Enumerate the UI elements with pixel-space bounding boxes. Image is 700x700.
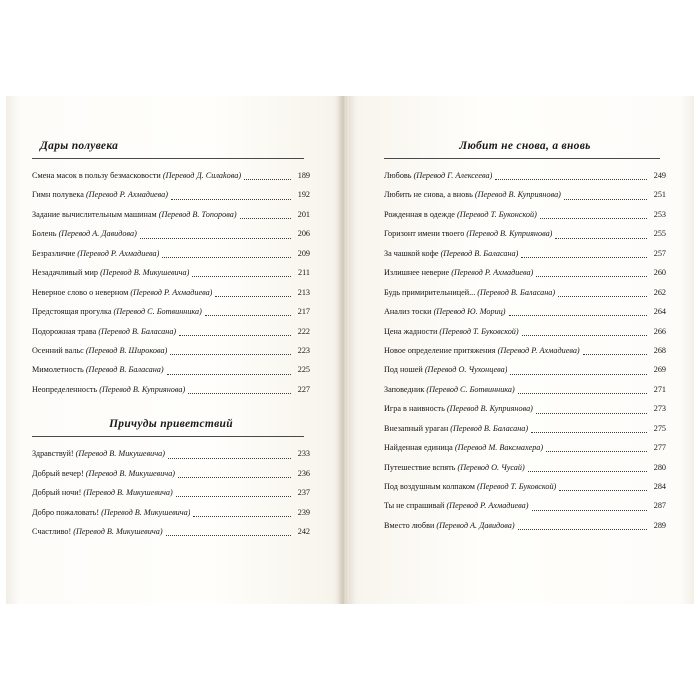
toc-entry-text — [384, 249, 518, 259]
toc-entry-title: Неверное слово о неверном — [32, 287, 129, 297]
toc-entry-text — [384, 288, 555, 298]
toc-entry-text — [32, 449, 165, 459]
toc-entry[interactable] — [384, 249, 666, 259]
toc-entry-page: 227 — [297, 384, 310, 394]
toc-entry-page: 271 — [653, 384, 666, 394]
toc-entry[interactable] — [384, 404, 666, 414]
toc-entry-text — [384, 404, 533, 414]
toc-entry-title: Болень — [32, 229, 57, 239]
toc-entry-title: Анализ тоски — [384, 307, 432, 317]
toc-entry-page: 242 — [297, 527, 310, 536]
toc-entry-text — [384, 385, 515, 395]
toc-entry-title: Любить не снова, а вновь — [384, 190, 473, 200]
toc-entry-translator: (Перевод В. Куприянова) — [466, 229, 553, 239]
toc-entry-text — [32, 508, 190, 518]
toc-entry-translator: (Перевод Р. Ахмадиева) — [451, 268, 534, 278]
leader-dots — [162, 251, 291, 258]
leader-dots — [536, 270, 647, 277]
toc-entry-page: 269 — [653, 365, 666, 375]
toc-entry-translator: (Перевод В. Куприянова) — [474, 190, 561, 200]
section-rule — [32, 158, 304, 159]
toc-entry[interactable] — [32, 171, 310, 181]
toc-entry-text — [32, 171, 241, 181]
leader-dots — [546, 445, 647, 452]
left-page-column — [32, 140, 310, 546]
toc-entry-title: Заповедник — [384, 384, 425, 394]
toc-entry-page: 206 — [297, 229, 310, 239]
toc-entry-title: Ты не спрашивай — [384, 501, 445, 511]
toc-entry-text — [32, 365, 164, 375]
toc-entry-translator: (Перевод Р. Ахмадиева) — [77, 248, 160, 258]
toc-entry-title: Любовь — [384, 171, 412, 180]
leader-dots — [509, 309, 647, 316]
toc-entry-title: Добро пожаловать! — [32, 507, 100, 517]
toc-entry-page: 280 — [653, 462, 666, 472]
toc-list-dary-poluveka — [32, 171, 310, 395]
toc-entry[interactable] — [32, 449, 310, 459]
toc-entry-page: 217 — [297, 307, 310, 317]
toc-entry-text — [384, 521, 515, 531]
toc-entry-title: Незадачливый мир — [32, 268, 99, 278]
toc-entry[interactable] — [384, 190, 666, 200]
toc-entry-title: Рожденная в одежде — [384, 209, 455, 219]
leader-dots — [244, 173, 291, 180]
toc-entry-translator: (Перевод О. Чусай) — [457, 462, 525, 472]
toc-entry-page: 249 — [653, 171, 666, 180]
toc-entry-title: Игра в наивность — [384, 404, 445, 414]
left-page-content — [6, 0, 344, 700]
toc-entry-text — [384, 501, 529, 511]
leader-dots — [559, 484, 647, 491]
toc-entry[interactable] — [384, 327, 666, 337]
toc-entry[interactable] — [384, 482, 666, 492]
toc-entry[interactable] — [384, 424, 666, 434]
toc-entry-translator: (Перевод В. Микушевича) — [83, 488, 173, 498]
toc-entry-page: 209 — [297, 248, 310, 258]
toc-entry-text — [384, 268, 533, 278]
toc-list-lyubit-ne-snova-a-vnov — [384, 171, 666, 531]
toc-entry-translator: (Перевод О. Чухонцева) — [424, 365, 508, 375]
toc-entry-page: 222 — [297, 326, 310, 336]
toc-entry-text — [32, 249, 159, 259]
toc-entry-translator: (Перевод В. Микушевича) — [101, 507, 191, 517]
toc-entry-translator: (Перевод В. Топорова) — [158, 209, 237, 219]
toc-entry-title: Осенний вальс — [32, 345, 84, 355]
toc-entry-text — [384, 190, 561, 200]
toc-entry-page: 277 — [653, 443, 666, 453]
toc-entry-text — [32, 346, 167, 356]
toc-entry-translator: (Перевод В. Баласана) — [477, 287, 556, 297]
leader-dots — [531, 426, 647, 433]
toc-entry-title: Счастливо! — [32, 527, 72, 536]
toc-entry-page: 273 — [653, 404, 666, 414]
toc-entry-page: 268 — [653, 345, 666, 355]
toc-entry-title: Горизонт имени твоего — [384, 229, 465, 239]
toc-entry-translator: (Перевод А. Давидова) — [436, 520, 515, 530]
toc-entry-page: 287 — [653, 501, 666, 511]
toc-entry-translator: (Перевод В. Микушевича) — [73, 527, 163, 536]
toc-entry-text — [384, 463, 525, 473]
toc-entry-title: Вместо любви — [384, 520, 435, 530]
leader-dots — [583, 348, 647, 355]
leader-dots — [555, 232, 647, 239]
toc-entry-translator: (Перевод В. Микушевича) — [75, 449, 165, 459]
toc-entry-text — [32, 527, 163, 537]
toc-entry[interactable] — [384, 346, 666, 356]
toc-entry-title: Предстоящая прогулка — [32, 307, 112, 317]
leader-dots — [495, 173, 647, 180]
toc-entry-translator: (Перевод С. Ботвинника) — [113, 307, 202, 317]
toc-entry[interactable] — [384, 171, 666, 181]
toc-entry-text — [32, 469, 175, 479]
leader-dots — [240, 212, 291, 219]
toc-entry-title: Мимолетность — [32, 365, 84, 375]
toc-entry-title: Путешествие вспять — [384, 462, 456, 472]
toc-entry-text — [384, 482, 556, 492]
leader-dots — [167, 368, 291, 375]
leader-dots — [518, 523, 647, 530]
leader-dots — [168, 452, 291, 459]
toc-entry-title: Неопределенность — [32, 384, 98, 394]
toc-entry[interactable] — [384, 443, 666, 453]
toc-entry[interactable] — [32, 307, 310, 317]
toc-entry-text — [384, 346, 580, 356]
toc-entry-title: Под воздушным колпаком — [384, 482, 475, 491]
toc-entry[interactable] — [384, 288, 666, 298]
toc-entry-page: 236 — [297, 468, 310, 478]
toc-entry-text — [32, 190, 168, 200]
toc-entry-text — [384, 443, 543, 453]
toc-entry-text — [384, 424, 528, 434]
toc-entry-translator: (Перевод Т. Буконской) — [456, 209, 537, 219]
toc-entry-translator: (Перевод Д. Силakoвa) — [162, 171, 242, 180]
leader-dots — [188, 387, 291, 394]
leader-dots — [518, 387, 647, 394]
toc-entry-text — [384, 171, 492, 181]
toc-entry-text — [384, 210, 537, 220]
toc-entry-translator: (Перевод Г. Алексеева) — [413, 171, 493, 180]
toc-entry-text — [384, 307, 506, 317]
leader-dots — [166, 529, 291, 536]
toc-entry-page: 239 — [297, 507, 310, 517]
toc-entry-page: 284 — [653, 482, 666, 491]
toc-entry[interactable] — [384, 365, 666, 375]
toc-entry-page: 257 — [653, 248, 666, 258]
toc-entry[interactable] — [32, 327, 310, 337]
toc-entry[interactable] — [32, 229, 310, 239]
toc-entry-translator: (Перевод В. Микушевича) — [85, 468, 176, 478]
toc-entry-text — [32, 327, 176, 337]
toc-entry-text — [384, 365, 507, 375]
leader-dots — [170, 348, 291, 355]
toc-entry-page: 253 — [653, 209, 666, 219]
toc-entry-text — [32, 385, 185, 395]
toc-entry-page: 211 — [298, 268, 310, 278]
leader-dots — [205, 309, 291, 316]
toc-entry-page: 275 — [653, 423, 666, 433]
toc-entry-page: 251 — [653, 190, 666, 200]
toc-entry[interactable] — [32, 210, 310, 220]
toc-entry[interactable] — [32, 249, 310, 259]
bottom-margin-mask — [0, 604, 700, 700]
toc-entry[interactable] — [32, 365, 310, 375]
toc-entry-title: Добрый вечер! — [32, 468, 84, 478]
toc-entry[interactable] — [384, 463, 666, 473]
toc-entry[interactable] — [32, 508, 310, 518]
leader-dots — [215, 290, 291, 297]
toc-entry[interactable] — [32, 346, 310, 356]
leader-dots — [510, 368, 647, 375]
leader-dots — [140, 232, 291, 239]
toc-entry-title: Подорожная трава — [32, 326, 97, 336]
toc-entry-translator: (Перевод М. Ваксмахера) — [454, 443, 544, 453]
section-rule — [384, 158, 660, 159]
toc-entry-page: 213 — [297, 287, 310, 297]
toc-entry-page: 192 — [297, 190, 310, 200]
toc-entry-translator: (Перевод В. Куприянова) — [99, 384, 186, 394]
toc-entry-title: Здравствуй! — [32, 449, 74, 459]
toc-entry-page: 237 — [297, 488, 310, 498]
leader-dots — [522, 329, 647, 336]
toc-list-prichudy-privetstviy — [32, 449, 310, 537]
toc-entry-page: 225 — [297, 365, 310, 375]
toc-entry-text — [384, 229, 552, 239]
top-margin-mask — [0, 0, 700, 96]
toc-entry[interactable] — [384, 521, 666, 531]
leader-dots — [536, 407, 647, 414]
toc-entry[interactable] — [32, 190, 310, 200]
leader-dots — [528, 465, 647, 472]
toc-entry-translator: (Перевод В. Баласана) — [98, 326, 177, 336]
toc-entry-title: Излишнее неверие — [384, 268, 450, 278]
toc-entry-translator: (Перевод В. Куприянова) — [446, 404, 533, 414]
leader-dots — [564, 193, 647, 200]
toc-entry-translator: (Перевод В. Микушевича) — [100, 268, 190, 278]
toc-entry-title: Задание вычислительным машинам — [32, 209, 157, 219]
toc-entry-text — [32, 268, 189, 278]
leader-dots — [192, 270, 291, 277]
toc-entry-page: 189 — [297, 171, 310, 180]
toc-entry-translator: (Перевод В. Баласана) — [85, 365, 164, 375]
section-title-prichudy-privetstviy: Причуды приветствий — [109, 418, 233, 431]
toc-entry[interactable] — [32, 385, 310, 395]
section-rule — [32, 436, 304, 437]
toc-entry-translator: (Перевод Т. Буковской) — [477, 482, 557, 491]
toc-entry[interactable] — [384, 229, 666, 239]
leader-dots — [558, 290, 647, 297]
leader-dots — [193, 510, 291, 517]
toc-entry-text — [32, 488, 173, 498]
toc-entry-translator: (Перевод А. Давидова) — [58, 229, 137, 239]
toc-entry[interactable] — [32, 288, 310, 298]
section-title-lyubit-ne-snova-a-vnov: Любит не снова, а вновь — [459, 140, 591, 152]
leader-dots — [521, 251, 647, 258]
toc-entry-text — [32, 210, 237, 220]
toc-entry[interactable] — [384, 268, 666, 278]
toc-entry[interactable] — [384, 501, 666, 511]
right-page-content — [346, 0, 694, 700]
toc-entry-translator: (Перевод В. Широкова) — [85, 345, 168, 355]
toc-entry[interactable] — [384, 307, 666, 317]
toc-entry-text — [384, 327, 519, 337]
toc-entry-title: Безразличие — [32, 248, 76, 258]
toc-entry[interactable] — [32, 488, 310, 498]
toc-entry-text — [32, 288, 212, 298]
toc-entry-translator: (Перевод В. Баласана) — [450, 423, 529, 433]
toc-entry[interactable] — [32, 527, 310, 537]
leader-dots — [178, 471, 291, 478]
toc-entry-translator: (Перевод С. Ботвинника) — [426, 384, 515, 394]
right-page-column — [384, 140, 666, 540]
toc-entry[interactable] — [32, 268, 310, 278]
toc-entry[interactable] — [384, 385, 666, 395]
toc-entry-title: Гимн полувека — [32, 190, 84, 200]
section-spacer — [32, 404, 310, 418]
toc-entry-text — [32, 307, 202, 317]
toc-entry-page: 201 — [297, 209, 310, 219]
toc-entry-page: 289 — [653, 520, 666, 530]
toc-entry-page: 223 — [297, 345, 310, 355]
toc-entry-translator: (Перевод В. Баласана) — [440, 248, 519, 258]
toc-entry-page: 260 — [653, 268, 666, 278]
leader-dots — [532, 504, 648, 511]
toc-entry[interactable] — [32, 469, 310, 479]
toc-entry-title: Смена масок в пользу безмасковости — [32, 171, 161, 180]
toc-entry-page: 266 — [653, 326, 666, 336]
toc-entry-title: За чашкой кофе — [384, 248, 439, 258]
toc-entry[interactable] — [384, 210, 666, 220]
toc-entry-translator: (Перевод Р. Ахмадиева) — [130, 287, 213, 297]
toc-entry-page: 233 — [297, 449, 310, 459]
toc-entry-page: 264 — [653, 307, 666, 317]
toc-entry-title: Добрый ночи! — [32, 488, 82, 498]
toc-entry-translator: (Перевод Р. Ахмадиева) — [85, 190, 168, 200]
toc-entry-title: Будь примирительницей... — [384, 287, 476, 297]
leader-dots — [540, 212, 647, 219]
toc-entry-translator: (Перевод Р. Ахмадиева) — [497, 345, 580, 355]
toc-entry-title: Внезапный ураган — [384, 423, 449, 433]
leader-dots — [176, 490, 291, 497]
toc-entry-text — [32, 229, 137, 239]
toc-entry-title: Под ношей — [384, 365, 423, 375]
toc-entry-translator: (Перевод Р. Ахмадиева) — [446, 501, 529, 511]
section-title-dary-poluveka: Дары полувека — [40, 140, 119, 152]
toc-entry-title: Цена жадности — [384, 326, 438, 336]
toc-entry-title: Найденная единица — [384, 443, 453, 453]
toc-entry-page: 262 — [653, 287, 666, 297]
leader-dots — [179, 329, 291, 336]
toc-entry-translator: (Перевод Т. Буковской) — [439, 326, 519, 336]
leader-dots — [171, 193, 291, 200]
toc-entry-title: Новое определение притяжения — [384, 345, 496, 355]
toc-entry-translator: (Перевод Ю. Мориц) — [433, 307, 506, 317]
toc-entry-page: 255 — [653, 229, 666, 239]
